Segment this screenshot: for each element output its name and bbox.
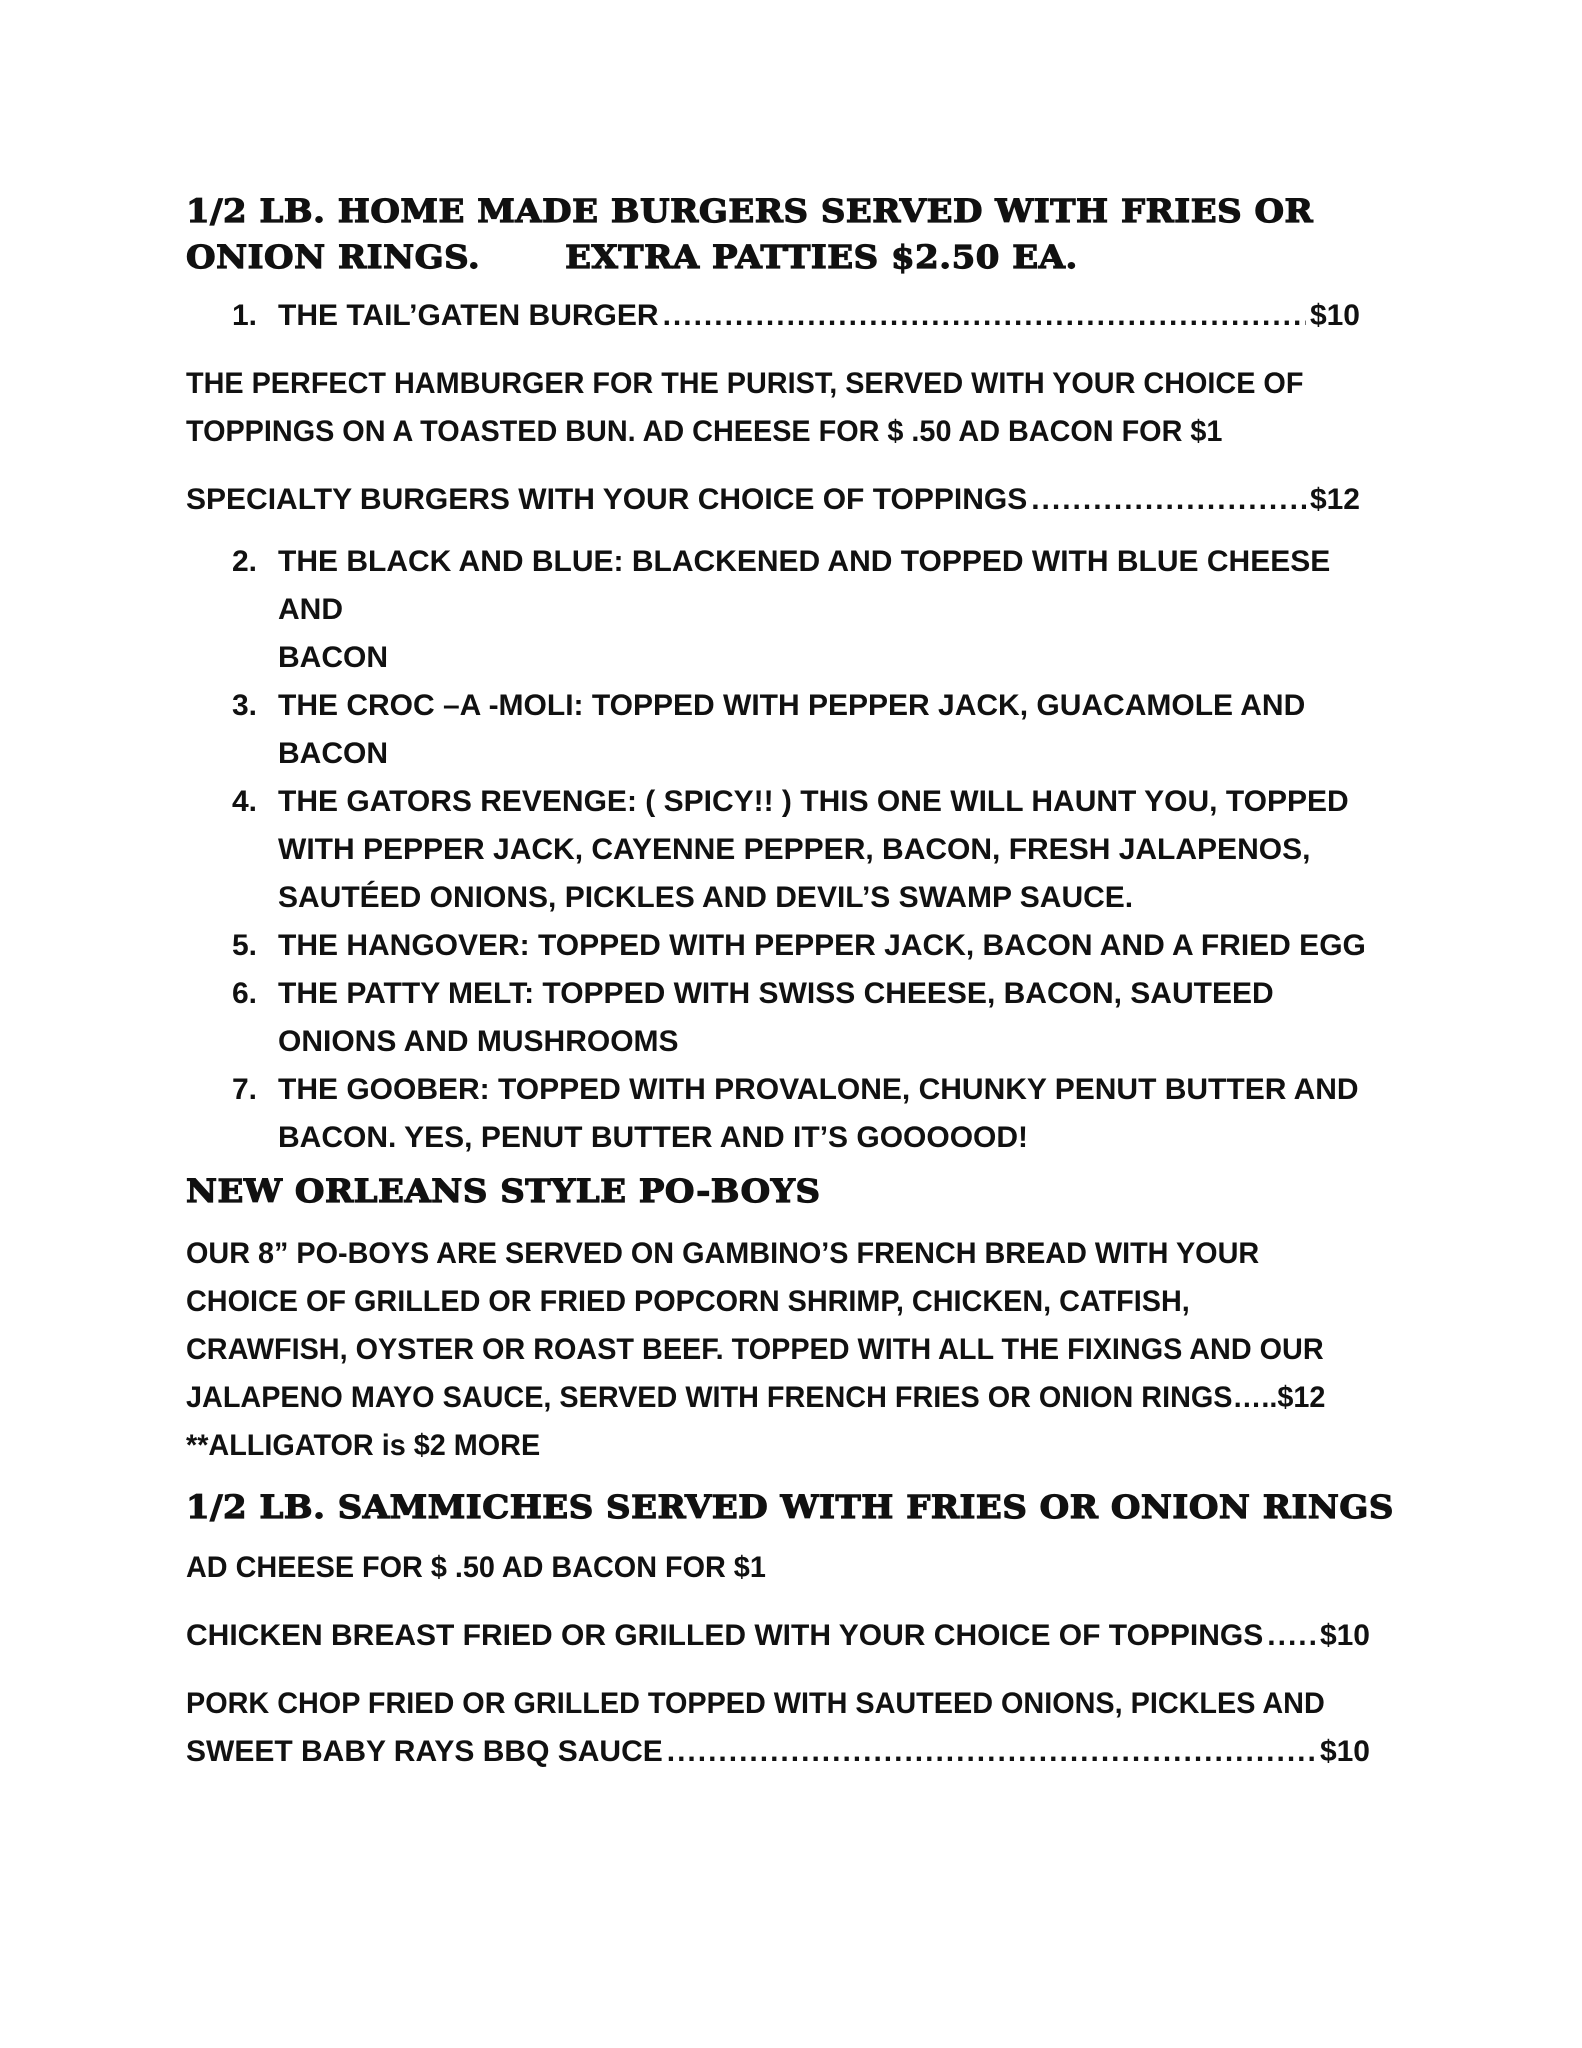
chicken-breast-row bbox=[186, 1612, 1370, 1660]
dot-leader bbox=[1031, 476, 1306, 524]
menu-item-number: 2. bbox=[232, 545, 258, 578]
menu-item-number: 3. bbox=[232, 689, 258, 722]
menu-item-line: THE GOOBER: TOPPED WITH PROVALONE, CHUNKY PENUT BUTTER AND bbox=[278, 1073, 1359, 1106]
menu-item bbox=[186, 682, 1396, 778]
poboys-desc-line2: CHOICE OF GRILLED OR FRIED POPCORN SHRIMP, CHICKEN, CATFISH, bbox=[186, 1285, 1190, 1318]
pork-chop-row bbox=[186, 1728, 1370, 1776]
menu-item-line: THE GATORS REVENGE: ( SPICY!! ) THIS ONE WILL HAUNT YOU, TOPPED bbox=[278, 785, 1349, 818]
poboys-section bbox=[186, 1168, 1396, 1470]
menu-item-line: SAUTÉED ONIONS, PICKLES AND DEVIL’S SWAMP SAUCE. bbox=[278, 881, 1134, 914]
menu-item-1-name: THE TAIL’GATEN BURGER bbox=[278, 299, 659, 332]
menu-item-1-price: $10 bbox=[1309, 299, 1360, 332]
menu-item-line: WITH PEPPER JACK, CAYENNE PEPPER, BACON, FRESH JALAPENOS, bbox=[278, 833, 1311, 866]
burgers-heading-line2b: EXTRA PATTIES $2.50 EA. bbox=[565, 238, 1078, 276]
menu-item-1 bbox=[186, 292, 1360, 340]
item1-desc-line1: THE PERFECT HAMBURGER FOR THE PURIST, SERVED WITH YOUR CHOICE OF bbox=[186, 367, 1304, 400]
specialty-burgers-price: $12 bbox=[1309, 483, 1360, 516]
menu-item bbox=[186, 538, 1396, 682]
menu-item bbox=[186, 922, 1396, 970]
chicken-breast-label: CHICKEN BREAST FRIED OR GRILLED WITH YOUR CHOICE OF TOPPINGS bbox=[186, 1619, 1264, 1652]
pork-chop-price: $10 bbox=[1319, 1735, 1370, 1768]
item1-description bbox=[186, 360, 1348, 456]
menu-item-line: BACON bbox=[278, 641, 388, 674]
menu-item-number: 1. bbox=[232, 299, 258, 332]
menu-item-number: 7. bbox=[232, 1073, 258, 1106]
poboys-desc-line1: OUR 8” PO-BOYS ARE SERVED ON GAMBINO’S FRENCH BREAD WITH YOUR bbox=[186, 1237, 1260, 1270]
menu-item bbox=[186, 1066, 1396, 1162]
alligator-note: **ALLIGATOR is $2 MORE bbox=[186, 1429, 541, 1462]
pork-chop-label: SWEET BABY RAYS BBQ SAUCE bbox=[186, 1735, 663, 1768]
dot-leader bbox=[667, 1728, 1316, 1776]
menu-item-line: ONIONS AND MUSHROOMS bbox=[278, 1025, 679, 1058]
menu-item-line: THE HANGOVER: TOPPED WITH PEPPER JACK, BACON AND A FRIED EGG bbox=[278, 929, 1366, 962]
menu-item-line: THE BLACK AND BLUE: BLACKENED AND TOPPED WITH BLUE CHEESE AND bbox=[278, 545, 1331, 626]
menu-item-1-row bbox=[278, 292, 1360, 340]
burgers-heading-line1: 1/2 LB. HOME MADE BURGERS SERVED WITH FRIES OR bbox=[186, 192, 1314, 230]
menu-item bbox=[186, 970, 1396, 1066]
item1-desc-line2: TOPPINGS ON A TOASTED BUN. AD CHEESE FOR $ .50 AD BACON FOR $1 bbox=[186, 415, 1223, 448]
dot-leader bbox=[663, 292, 1306, 340]
menu-page bbox=[186, 188, 1396, 1776]
menu-item-line: THE CROC –A -MOLI: TOPPED WITH PEPPER JACK, GUACAMOLE AND bbox=[278, 689, 1306, 722]
chicken-breast-price: $10 bbox=[1319, 1619, 1370, 1652]
menu-item-line: THE PATTY MELT: TOPPED WITH SWISS CHEESE, BACON, SAUTEED bbox=[278, 977, 1274, 1010]
sammiches-section bbox=[186, 1484, 1396, 1776]
specialty-burgers-label: SPECIALTY BURGERS WITH YOUR CHOICE OF TOPPINGS bbox=[186, 483, 1028, 516]
menu-item-number: 6. bbox=[232, 977, 258, 1010]
specialty-burger-list bbox=[186, 538, 1396, 1162]
menu-item-line: BACON. YES, PENUT BUTTER AND IT’S GOOOOOD! bbox=[278, 1121, 1029, 1154]
specialty-burgers-row bbox=[186, 476, 1360, 524]
poboys-heading: NEW ORLEANS STYLE PO-BOYS bbox=[186, 1172, 821, 1210]
burgers-section bbox=[186, 188, 1396, 1162]
burgers-heading-line2a: ONION RINGS. bbox=[186, 238, 481, 276]
menu-item bbox=[186, 778, 1396, 922]
dot-leader bbox=[1267, 1612, 1316, 1660]
sammiches-heading: 1/2 LB. SAMMICHES SERVED WITH FRIES OR ONION RINGS bbox=[186, 1488, 1394, 1526]
poboys-desc-line4: JALAPENO MAYO SAUCE, SERVED WITH FRENCH FRIES OR ONION RINGS….. bbox=[186, 1381, 1278, 1414]
poboys-description bbox=[186, 1230, 1348, 1470]
menu-item-number: 5. bbox=[232, 929, 258, 962]
burgers-heading bbox=[186, 188, 1469, 280]
sammiches-addons: AD CHEESE FOR $ .50 AD BACON FOR $1 bbox=[186, 1551, 766, 1584]
menu-item-line: BACON bbox=[278, 737, 388, 770]
menu-item-number: 4. bbox=[232, 785, 258, 818]
poboys-price: $12 bbox=[1277, 1381, 1326, 1414]
poboys-desc-line3: CRAWFISH, OYSTER OR ROAST BEEF. TOPPED WITH ALL THE FIXINGS AND OUR bbox=[186, 1333, 1324, 1366]
pork-chop-line1: PORK CHOP FRIED OR GRILLED TOPPED WITH SAUTEED ONIONS, PICKLES AND bbox=[186, 1687, 1325, 1720]
